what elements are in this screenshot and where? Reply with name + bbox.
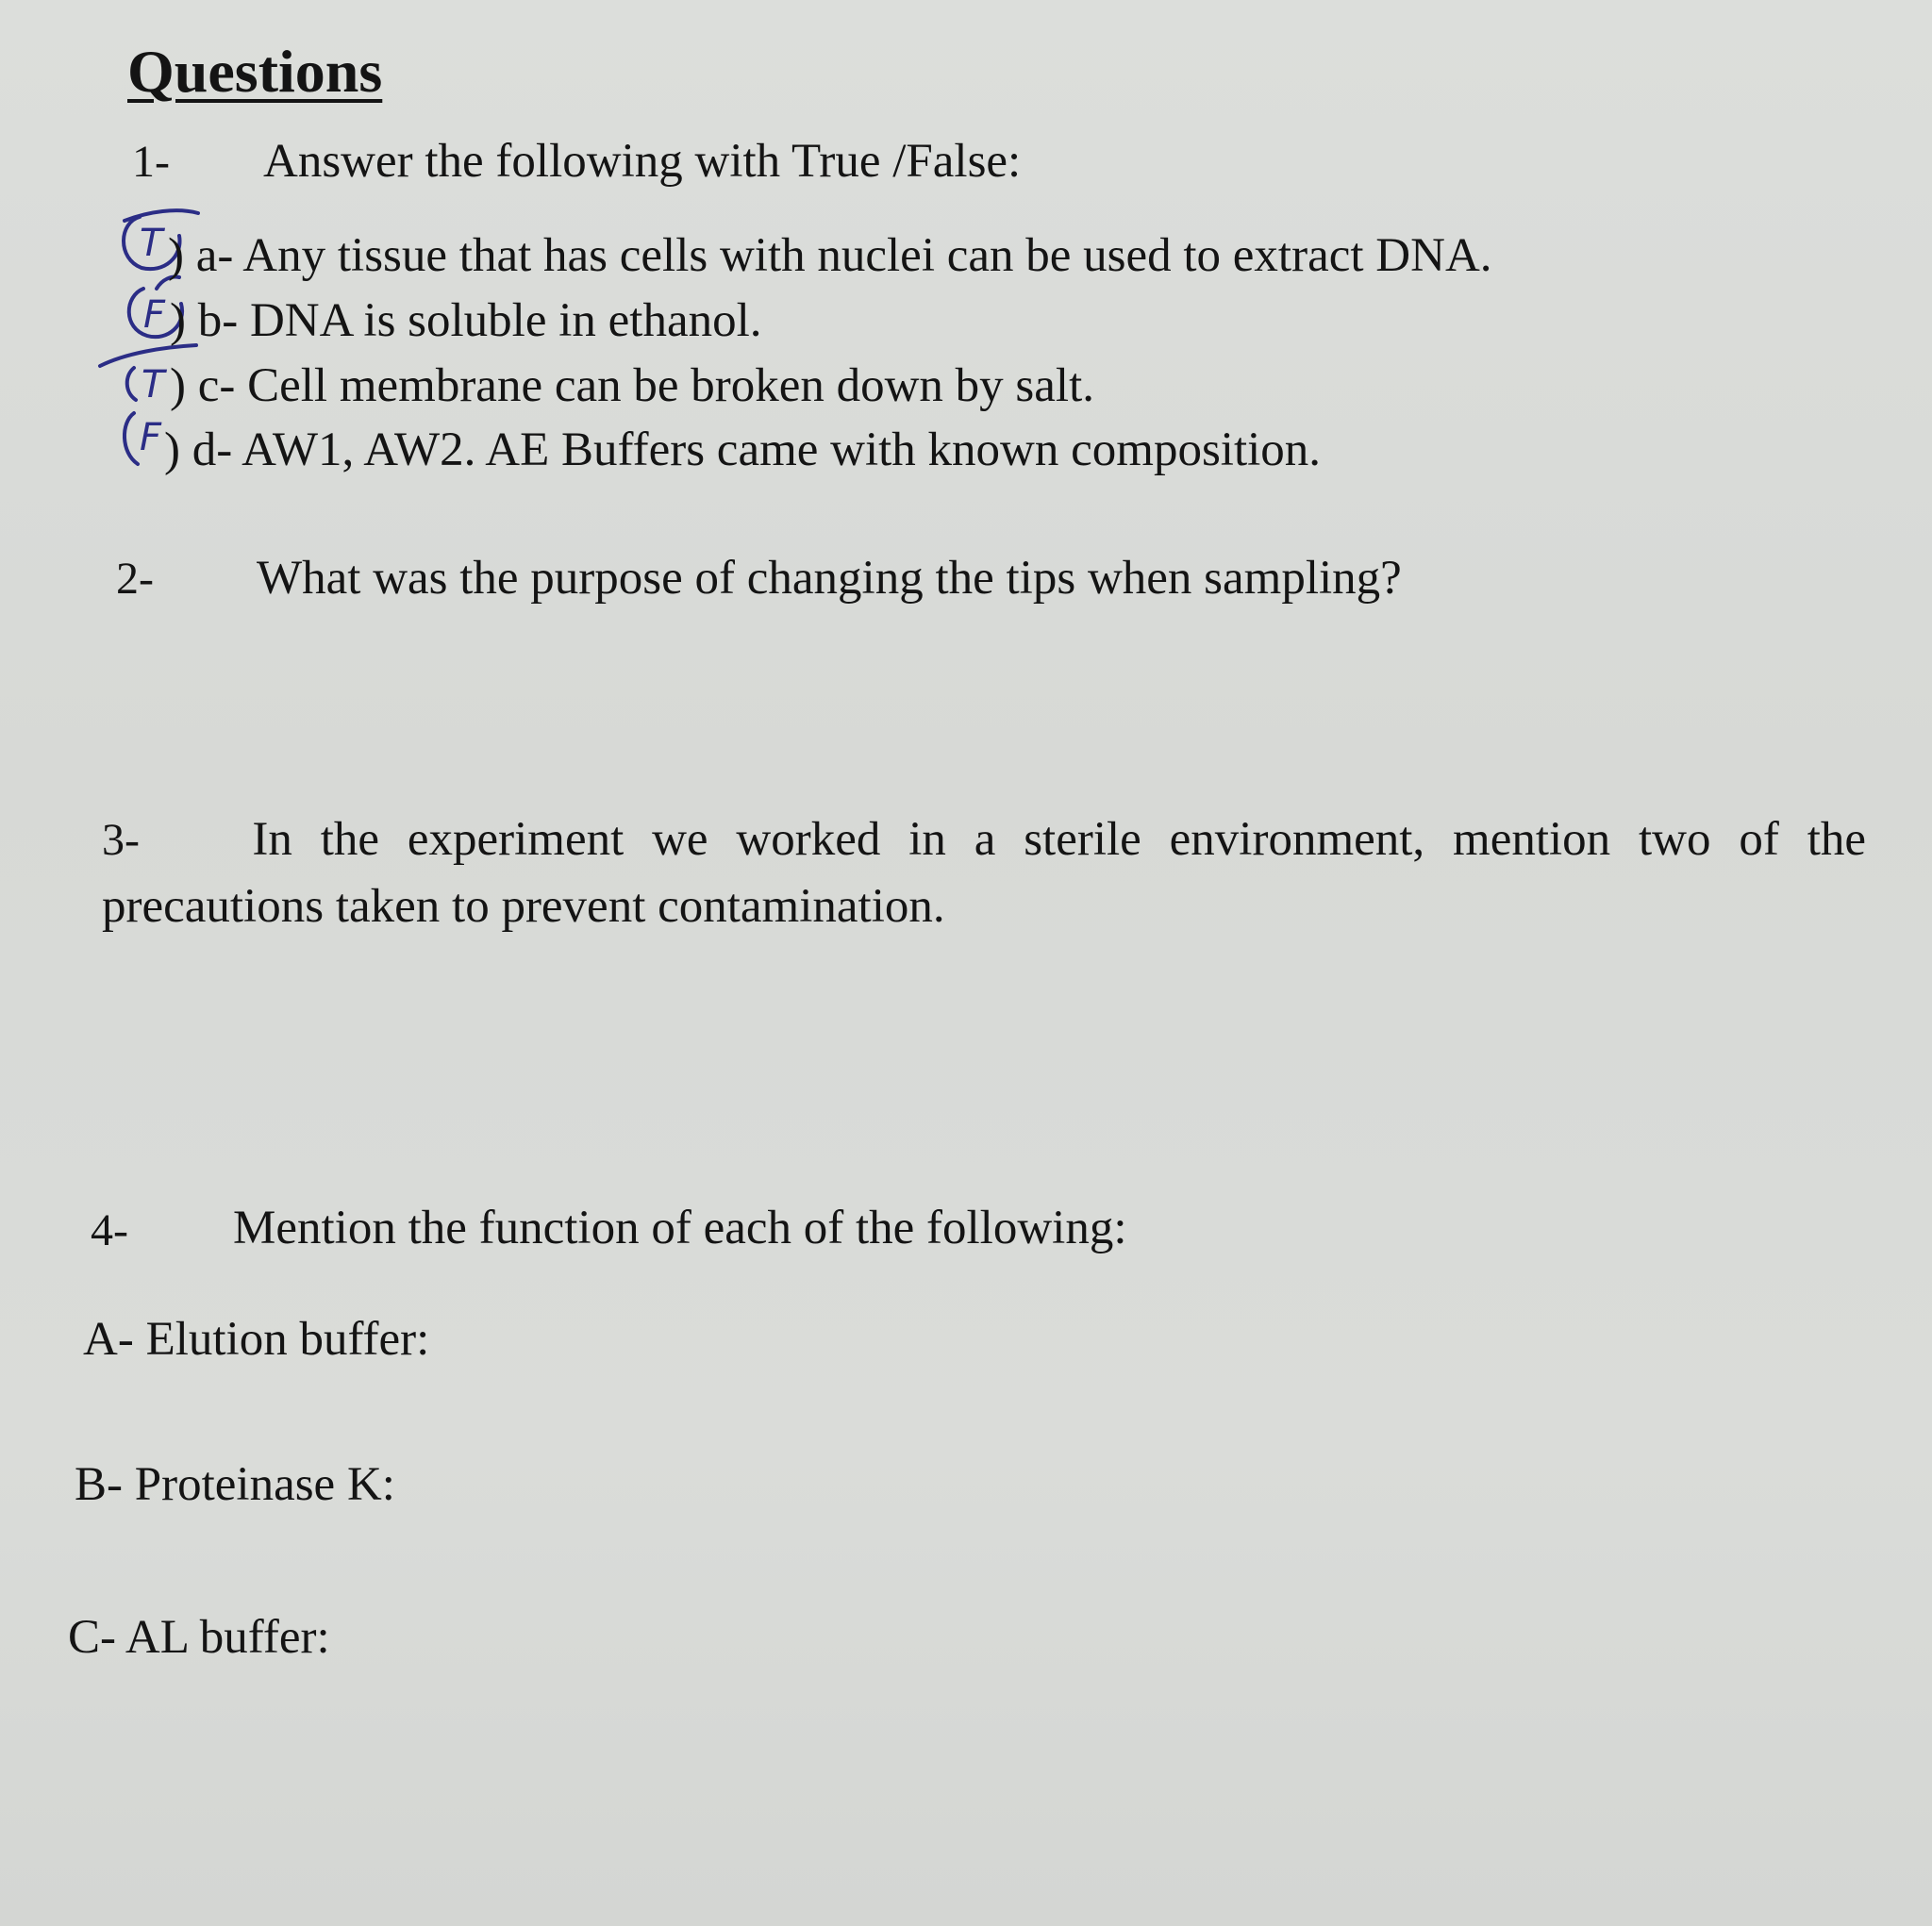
- q1-item-d-text: d- AW1, AW2. AE Buffers came with known composition.: [192, 423, 1322, 476]
- q3: [102, 806, 1866, 939]
- q3-line-1-text: In the experiment we worked in a sterile environment, mention two of the: [252, 813, 1866, 866]
- q2-number: 2-: [116, 554, 154, 604]
- q3-line-1: [102, 806, 1866, 873]
- q2-prompt: What was the purpose of changing the tips when sampling?: [257, 552, 1402, 605]
- q1-item-b: ) b- DNA is soluble in ethanol.: [170, 294, 762, 347]
- answer-mark-d-letter: F: [140, 416, 162, 459]
- q1-item-c-text: c- Cell membrane can be broken down by salt.: [197, 359, 1095, 412]
- q1-number: 1-: [132, 137, 170, 187]
- q1-item-a: ) a- Any tissue that has cells with nuclei can be used to extract DNA.: [168, 229, 1492, 282]
- page-title: Questions: [127, 38, 383, 105]
- q1-item-a-text: a- Any tissue that has cells with nuclei can be used to extract DNA.: [195, 229, 1492, 282]
- q4-part-b: B- Proteinase K:: [75, 1458, 395, 1511]
- q1-item-c: ) c- Cell membrane can be broken down by salt.: [170, 359, 1095, 412]
- q4-prompt: Mention the function of each of the following:: [233, 1202, 1127, 1254]
- answer-mark-a-letter: T: [140, 222, 163, 265]
- q1-prompt: Answer the following with True /False:: [263, 135, 1022, 188]
- answer-mark-c-letter: T: [142, 363, 165, 407]
- q3-line-2: precautions taken to prevent contamination.: [102, 880, 945, 933]
- answer-mark-b-letter: F: [143, 293, 166, 337]
- q3-number: 3-: [102, 815, 140, 865]
- q4-part-c: C- AL buffer:: [68, 1611, 330, 1664]
- q1-item-d: ) d- AW1, AW2. AE Buffers came with known composition.: [164, 423, 1322, 476]
- q4-number: 4-: [91, 1205, 128, 1255]
- q1-item-b-text: b- DNA is soluble in ethanol.: [197, 294, 762, 347]
- q4-part-a: A- Elution buffer:: [83, 1313, 430, 1366]
